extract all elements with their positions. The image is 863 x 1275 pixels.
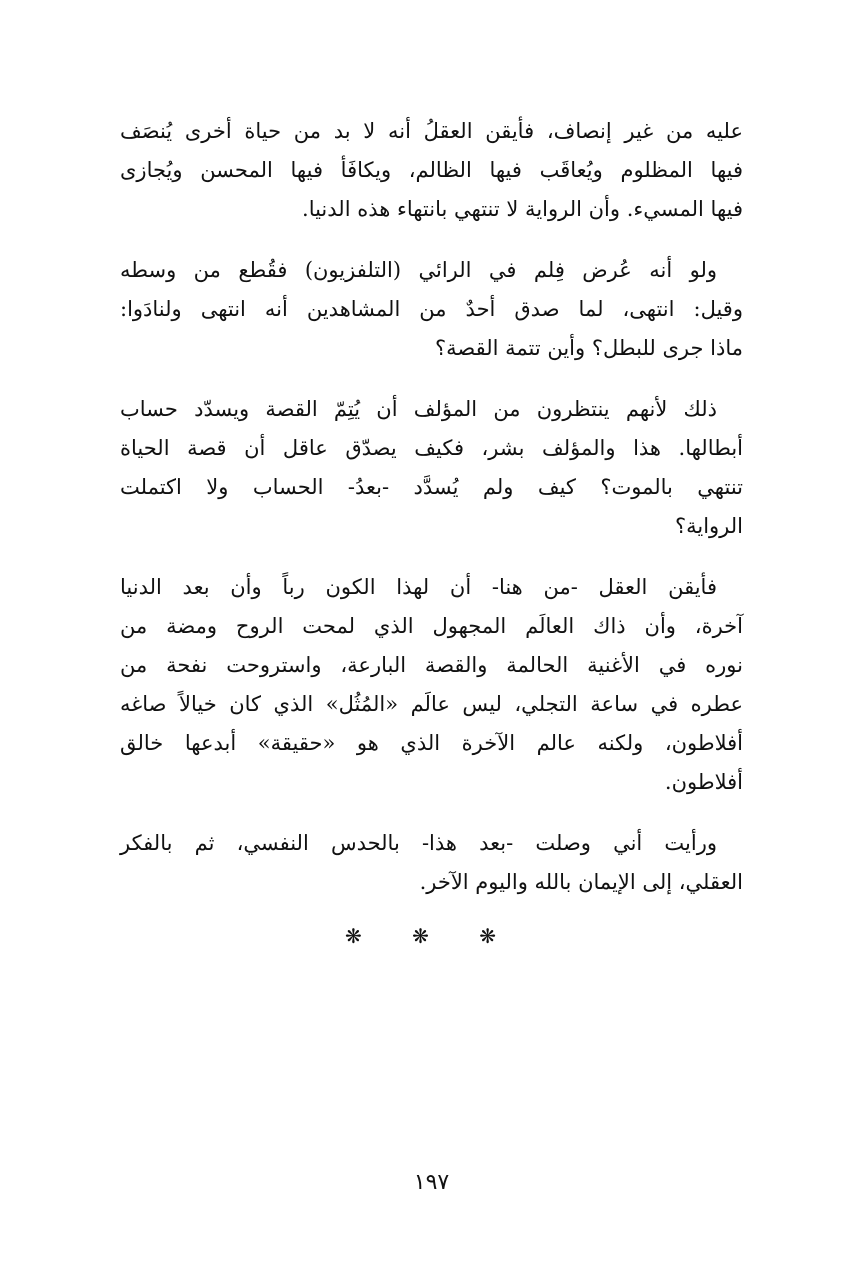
text-line: عليه من غير إنصاف، فأيقن العقلُ أنه لا بد من حياة أخرى يُنصَف	[120, 119, 743, 143]
section-separator: ❋ ❋ ❋	[345, 924, 518, 948]
text-line: أفلاطون.	[664, 770, 743, 794]
text-line: أبطالها. هذا والمؤلف بشر، فكيف يصدّق عاقل أن قصة الحياة	[120, 436, 743, 460]
text-line: عطره في ساعة التجلي، ليس عالَم «المُثُل» الذي كان خيالاً صاغه	[120, 692, 743, 716]
text-line: تنتهي بالموت؟ كيف ولم يُسدَّد -بعدُ- الحساب ولا اكتملت	[120, 475, 743, 499]
text-line: الرواية؟	[674, 514, 743, 538]
paragraph	[120, 824, 743, 902]
text-line: ورأيت أني وصلت -بعد هذا- بالحدس النفسي، ثم بالفكر	[120, 831, 717, 855]
text-line: فيها المسيء. وأن الرواية لا تنتهي بانتهاء هذه الدنيا.	[302, 197, 743, 221]
text-line: وقيل: انتهى، لما صدق أحدٌ من المشاهدين أنه انتهى ولنادَوا:	[120, 297, 743, 321]
text-line: أفلاطون، ولكنه عالم الآخرة الذي هو «حقيقة» أبدعها خالق	[120, 731, 743, 755]
text-line: فيها المظلوم ويُعاقَب فيها الظالم، ويكافَأ فيها المحسن ويُجازى	[120, 158, 743, 182]
text-line: ماذا جرى للبطل؟ وأين تتمة القصة؟	[434, 336, 743, 360]
text-line: آخرة، وأن ذاك العالَم المجهول الذي لمحت الروح ومضة من	[120, 614, 743, 638]
text-line: العقلي، إلى الإيمان بالله واليوم الآخر.	[419, 870, 743, 894]
text-line: نوره في الأغنية الحالمة والقصة البارعة، واستروحت نفحة من	[120, 653, 743, 677]
page-number: ١٩٧	[413, 1170, 450, 1195]
text-line: ذلك لأنهم ينتظرون من المؤلف أن يُتِمّ القصة ويسدّد حساب	[120, 397, 717, 421]
paragraph	[120, 390, 743, 546]
paragraph	[120, 568, 743, 802]
text-line: فأيقن العقل -من هنا- أن لهذا الكون رباً وأن بعد الدنيا	[120, 575, 717, 599]
paragraph	[120, 251, 743, 368]
text-line: ولو أنه عُرض فِلم في الرائي (التلفزيون) فقُطع من وسطه	[120, 258, 717, 282]
page-body	[120, 112, 743, 948]
paragraph	[120, 112, 743, 229]
